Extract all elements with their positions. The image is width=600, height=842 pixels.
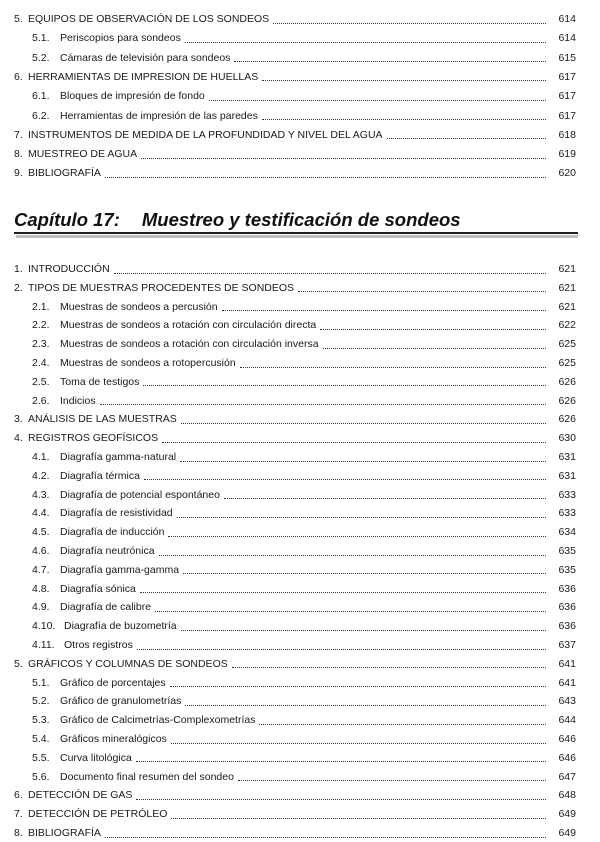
dot-leader	[114, 273, 546, 274]
toc-entry	[0, 50, 600, 66]
toc-entry-title: TIPOS DE MUESTRAS PROCEDENTES DE SONDEOS	[28, 281, 295, 294]
toc-entry	[0, 599, 600, 615]
chapter-label: Capítulo 17:	[14, 209, 120, 230]
dot-leader	[140, 592, 546, 593]
toc-entry-number: 4.3.	[32, 488, 50, 501]
toc-entry-title: INSTRUMENTOS DE MEDIDA DE LA PROFUNDIDAD Y NIVEL DEL AGUA	[28, 128, 383, 141]
toc-entry	[0, 299, 600, 315]
toc-entry-number: 5.6.	[32, 770, 50, 783]
toc-entry-title: Diagrafía térmica	[60, 469, 140, 482]
toc-entry	[0, 261, 600, 277]
toc-entry	[0, 769, 600, 785]
toc-entry	[0, 487, 600, 503]
toc-entry-number: 7.	[14, 808, 23, 821]
toc-entry-title: Diagrafía de resistividad	[60, 507, 173, 520]
dot-leader	[238, 780, 546, 781]
toc-entry-page: 625	[558, 338, 576, 351]
toc-entry-page: 636	[558, 601, 576, 614]
toc-entry-number: 6.	[14, 789, 23, 802]
chapter-heading	[14, 207, 576, 233]
dot-leader	[171, 743, 546, 744]
toc-entry-number: 4.10.	[32, 620, 56, 633]
dot-leader	[259, 724, 546, 725]
toc-entry-page: 617	[558, 109, 576, 122]
toc-entry	[0, 127, 600, 143]
dot-leader	[171, 818, 546, 819]
toc-entry-title: Herramientas de impresión de las paredes	[60, 109, 258, 122]
dot-leader	[240, 367, 546, 368]
toc-entry-title: ANÁLISIS DE LAS MUESTRAS	[28, 413, 177, 426]
dot-leader	[181, 423, 546, 424]
toc-entry	[0, 374, 600, 390]
toc-entry-number: 8.	[14, 827, 23, 839]
toc-entry	[0, 524, 600, 540]
toc-entry-page: 631	[558, 451, 576, 463]
toc-entry-title: DETECCIÓN DE PETRÓLEO	[28, 808, 168, 821]
toc-entry-number: 5.3.	[32, 714, 50, 727]
toc-entry-page: 619	[558, 148, 576, 161]
toc-entry-number: 4.4.	[32, 507, 50, 520]
toc-entry-page: 626	[558, 375, 576, 388]
toc-entry-page: 615	[558, 51, 576, 64]
toc-entry	[0, 656, 600, 672]
toc-entry-page: 621	[558, 263, 576, 275]
toc-entry-page: 649	[558, 808, 576, 821]
dot-leader	[143, 385, 546, 386]
dot-leader	[320, 329, 546, 330]
toc-entry	[0, 618, 600, 634]
toc-entry	[0, 108, 600, 124]
toc-entry-title: BIBLIOGRAFÍA	[28, 827, 101, 839]
dot-leader	[136, 799, 546, 800]
toc-entry-number: 5.1.	[32, 676, 50, 689]
chapter-rule-shadow	[16, 235, 578, 238]
toc-entry-number: 4.11.	[32, 639, 55, 651]
toc-entry	[0, 449, 600, 465]
toc-entry-title: Diagrafía neutrónica	[60, 545, 155, 557]
toc-entry-number: 5.2.	[32, 51, 50, 64]
toc-entry	[0, 355, 600, 371]
toc-entry-number: 2.6.	[32, 394, 50, 407]
toc-entry-page: 614	[558, 13, 576, 25]
dot-leader	[262, 119, 546, 120]
toc-entry	[0, 637, 600, 653]
dot-leader	[136, 761, 546, 762]
toc-entry	[0, 731, 600, 747]
toc-entry-page: 643	[558, 695, 576, 708]
dot-leader	[137, 649, 546, 650]
toc-entry	[0, 411, 600, 427]
dot-leader	[209, 100, 546, 101]
dot-leader	[298, 291, 546, 292]
toc-entry-title: MUESTREO DE AGUA	[28, 148, 138, 161]
toc-entry-page: 644	[558, 714, 576, 727]
toc-entry-number: 2.	[14, 281, 23, 294]
chapter-rule	[14, 232, 578, 234]
toc-entry-title: Muestras de sondeos a rotopercusión	[60, 357, 236, 369]
toc-entry-page: 618	[558, 128, 576, 141]
toc-entry-title: Documento final resumen del sondeo	[60, 770, 234, 783]
chapter-title: Muestreo y testificación de sondeos	[141, 209, 461, 230]
toc-entry-page: 641	[558, 676, 576, 689]
toc-entry-title: REGISTROS GEOFÍSICOS	[28, 432, 159, 445]
toc-entry	[0, 562, 600, 578]
toc-entry-number: 4.9.	[32, 601, 50, 614]
toc-entry-title: Toma de testigos	[60, 375, 140, 388]
dot-leader	[387, 138, 546, 139]
dot-leader	[185, 705, 546, 706]
toc-entry-page: 622	[558, 319, 576, 332]
toc-entry-page: 621	[558, 281, 576, 294]
toc-entry-number: 4.5.	[32, 526, 50, 539]
toc-entry-title: Otros registros	[64, 639, 133, 651]
toc-entry-title: Periscopios para sondeos	[60, 32, 181, 45]
toc-entry-number: 4.6.	[32, 545, 50, 557]
toc-entry-page: 634	[558, 526, 576, 539]
toc-entry-number: 9.	[14, 167, 23, 180]
toc-entry	[0, 675, 600, 691]
toc-entry-page: 631	[558, 469, 576, 482]
toc-entry-number: 7.	[14, 128, 23, 141]
toc-entry	[0, 11, 600, 27]
toc-entry-title: Muestras de sondeos a percusión	[60, 300, 218, 313]
toc-entry-number: 2.1.	[32, 300, 50, 313]
toc-entry-title: Gráfico de Calcimetrías-Complexometrías	[60, 714, 256, 727]
toc-entry-number: 6.2.	[32, 109, 50, 122]
dot-leader	[181, 630, 546, 631]
toc-entry-number: 4.2.	[32, 469, 50, 482]
toc-entry-title: Diagrafía de buzometría	[64, 620, 177, 633]
toc-entry-title: Diagrafía sónica	[60, 582, 136, 595]
toc-entry	[0, 543, 600, 559]
toc-entry	[0, 336, 600, 352]
toc-entry	[0, 581, 600, 597]
toc-entry-title: HERRAMIENTAS DE IMPRESION DE HUELLAS	[28, 70, 259, 83]
toc-entry	[0, 825, 600, 841]
toc-entry	[0, 806, 600, 822]
toc-entry	[0, 146, 600, 162]
toc-entry-title: Indicios	[60, 394, 96, 407]
toc-entry	[0, 693, 600, 709]
dot-leader	[185, 42, 546, 43]
toc-entry	[0, 280, 600, 296]
dot-leader	[180, 461, 546, 462]
toc-entry-title: Cámaras de televisión para sondeos	[60, 51, 231, 64]
toc-entry-title: BIBLIOGRAFÍA	[28, 167, 101, 180]
toc-entry-page: 648	[558, 789, 576, 802]
dot-leader	[141, 158, 546, 159]
toc-entry-page: 635	[558, 563, 576, 576]
dot-leader	[170, 686, 546, 687]
toc-entry-page: 626	[558, 394, 576, 407]
dot-leader	[323, 348, 546, 349]
toc-entry-page: 630	[558, 432, 576, 445]
dot-leader	[159, 555, 546, 556]
toc-entry-page: 614	[558, 32, 576, 45]
toc-entry-page: 625	[558, 357, 576, 369]
toc-entry-page: 633	[558, 488, 576, 501]
toc-entry-number: 5.	[14, 13, 23, 25]
toc-entry-title: Gráficos mineralógicos	[60, 733, 167, 745]
toc-entry-number: 4.8.	[32, 582, 50, 595]
toc-entry	[0, 165, 600, 181]
toc-entry-page: 626	[558, 413, 576, 426]
dot-leader	[222, 310, 546, 311]
toc-entry	[0, 69, 600, 85]
toc-entry	[0, 712, 600, 728]
dot-leader	[232, 667, 546, 668]
toc-entry-title: Muestras de sondeos a rotación con circulación directa	[60, 319, 317, 332]
toc-entry-number: 2.3.	[32, 338, 50, 351]
toc-entry-page: 617	[558, 70, 576, 83]
toc-entry-page: 633	[558, 507, 576, 520]
toc-entry-page: 647	[558, 770, 576, 783]
toc-entry-number: 1.	[14, 263, 23, 275]
toc-entry-title: EQUIPOS DE OBSERVACIÓN DE LOS SONDEOS	[28, 13, 270, 25]
dot-leader	[224, 498, 546, 499]
dot-leader	[162, 442, 546, 443]
toc-entry-number: 4.1.	[32, 451, 50, 463]
dot-leader	[183, 573, 546, 574]
toc-entry-page: 649	[558, 827, 576, 839]
toc-entry-title: Gráfico de porcentajes	[60, 676, 166, 689]
toc-entry	[0, 430, 600, 446]
toc-entry-title: Curva litológica	[60, 751, 132, 764]
toc-entry-title: Diagrafía gamma-natural	[60, 451, 177, 463]
toc-entry-page: 646	[558, 733, 576, 745]
dot-leader	[262, 80, 546, 81]
toc-entry-title: GRÁFICOS Y COLUMNAS DE SONDEOS	[28, 657, 228, 670]
dot-leader	[105, 177, 546, 178]
toc-entry	[0, 317, 600, 333]
toc-entry-number: 5.2.	[32, 695, 50, 708]
toc-entry-title: Diagrafía de potencial espontáneo	[60, 488, 220, 501]
toc-entry	[0, 787, 600, 803]
toc-entry	[0, 88, 600, 104]
toc-entry-title: Diagrafía de inducción	[60, 526, 165, 539]
dot-leader	[273, 23, 546, 24]
toc-entry-number: 2.4.	[32, 357, 50, 369]
toc-entry	[0, 393, 600, 409]
toc-entry-page: 621	[558, 300, 576, 313]
toc-entry-title: DETECCIÓN DE GAS	[28, 789, 133, 802]
dot-leader	[155, 611, 546, 612]
toc-entry-title: Bloques de impresión de fondo	[60, 90, 205, 103]
toc-entry-number: 3.	[14, 413, 23, 426]
toc-entry-title: Diagrafía de calibre	[60, 601, 152, 614]
toc-entry-title: INTRODUCCIÓN	[28, 263, 110, 275]
toc-entry	[0, 750, 600, 766]
toc-entry	[0, 30, 600, 46]
dot-leader	[105, 837, 546, 838]
toc-entry-page: 620	[558, 167, 576, 180]
toc-entry-title: Gráfico de granulometrías	[60, 695, 182, 708]
toc-entry-number: 8.	[14, 148, 23, 161]
toc-entry-title: Diagrafía gamma-gamma	[60, 563, 180, 576]
toc-entry-title: Muestras de sondeos a rotación con circulación inversa	[60, 338, 319, 351]
toc-entry-number: 2.2.	[32, 319, 50, 332]
dot-leader	[168, 536, 546, 537]
toc-entry-number: 4.	[14, 432, 23, 445]
toc-entry-page: 617	[558, 90, 576, 103]
toc-entry-number: 6.1.	[32, 90, 50, 103]
toc-entry-number: 4.7.	[32, 563, 50, 576]
toc-entry-page: 641	[558, 657, 576, 670]
dot-leader	[177, 517, 546, 518]
toc-entry-page: 636	[558, 582, 576, 595]
toc-entry-page: 646	[558, 751, 576, 764]
dot-leader	[234, 61, 546, 62]
dot-leader	[144, 479, 546, 480]
toc-entry-number: 5.5.	[32, 751, 50, 764]
dot-leader	[100, 404, 546, 405]
toc-entry-number: 6.	[14, 70, 23, 83]
toc-entry	[0, 468, 600, 484]
toc-entry-page: 635	[558, 545, 576, 557]
toc-entry-page: 637	[558, 639, 576, 651]
toc-entry	[0, 505, 600, 521]
toc-entry-number: 2.5.	[32, 375, 50, 388]
toc-entry-page: 636	[558, 620, 576, 633]
toc-entry-number: 5.4.	[32, 733, 50, 745]
toc-entry-number: 5.	[14, 657, 23, 670]
toc-entry-number: 5.1.	[32, 32, 50, 45]
